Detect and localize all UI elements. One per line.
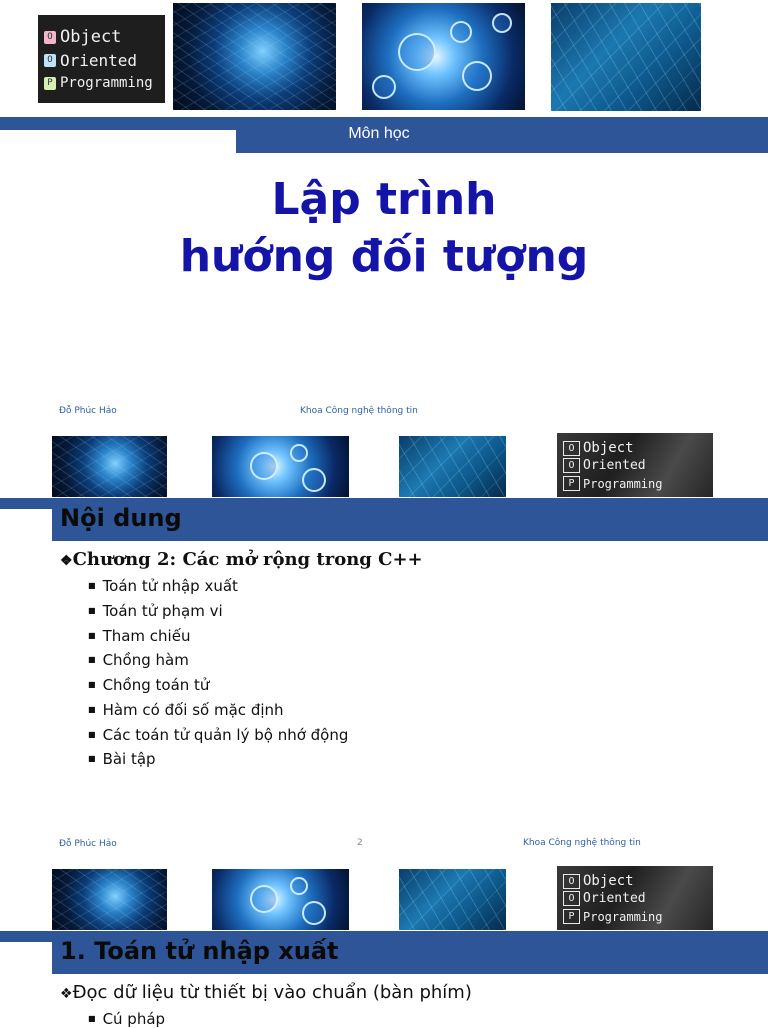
- slide-heading: [52, 498, 768, 541]
- heading-text: Nội dung: [60, 504, 182, 532]
- point-text: Đọc dữ liệu từ thiết bị vào chuẩn (bàn phím): [72, 982, 472, 1003]
- globe-image: [52, 869, 167, 930]
- globe-image: [52, 436, 167, 497]
- network-mesh-image: [399, 436, 506, 497]
- diamond-bullet-icon: ❖: [60, 553, 73, 569]
- oop-chalkboard-logo: O Object O Oriented P Programming: [557, 433, 713, 497]
- chapter-title: Chương 2: Các mở rộng trong C++: [72, 549, 423, 570]
- footer-faculty: Khoa Công nghệ thông tin: [523, 838, 641, 848]
- network-people-image: [362, 3, 525, 110]
- list-item: ■ Chồng toán tử: [88, 676, 209, 694]
- diamond-bullet-icon: ❖: [60, 986, 73, 1002]
- network-people-image: [212, 436, 349, 497]
- network-mesh-image: [551, 3, 701, 111]
- page-number: 2: [357, 838, 363, 848]
- course-title-line-2: hướng đối tượng: [179, 231, 589, 282]
- oop-chalkboard-logo: O Object O Oriented P Programming: [38, 15, 165, 103]
- list-item: ■ Toán tử nhập xuất: [88, 577, 238, 595]
- list-item: ■ Các toán tử quản lý bộ nhớ động: [88, 726, 348, 744]
- list-item: ■ Toán tử phạm vi: [88, 602, 223, 620]
- course-label: Môn học: [348, 125, 410, 142]
- network-mesh-image: [399, 869, 506, 930]
- chapter-line: [60, 549, 423, 570]
- slide-heading: [52, 931, 768, 974]
- list-item: ■ Hàm có đối số mặc định: [88, 701, 284, 719]
- list-item: ■ Cú pháp: [88, 1010, 165, 1028]
- course-title-line-1: Lập trình: [271, 174, 497, 225]
- footer-faculty: Khoa Công nghệ thông tin: [300, 406, 418, 416]
- list-item: ■ Tham chiếu: [88, 627, 190, 645]
- heading-text: 1. Toán tử nhập xuất: [60, 937, 339, 965]
- globe-image: [173, 3, 336, 110]
- list-item: ■ Chồng hàm: [88, 651, 189, 669]
- network-people-image: [212, 869, 349, 930]
- footer-author: Đỗ Phúc Hảo: [59, 839, 117, 849]
- footer-author: Đỗ Phúc Hảo: [59, 406, 117, 416]
- oop-chalkboard-logo: O Object O Oriented P Programming: [557, 866, 713, 930]
- point-line: [60, 982, 472, 1003]
- list-item: ■ Bài tập: [88, 750, 156, 768]
